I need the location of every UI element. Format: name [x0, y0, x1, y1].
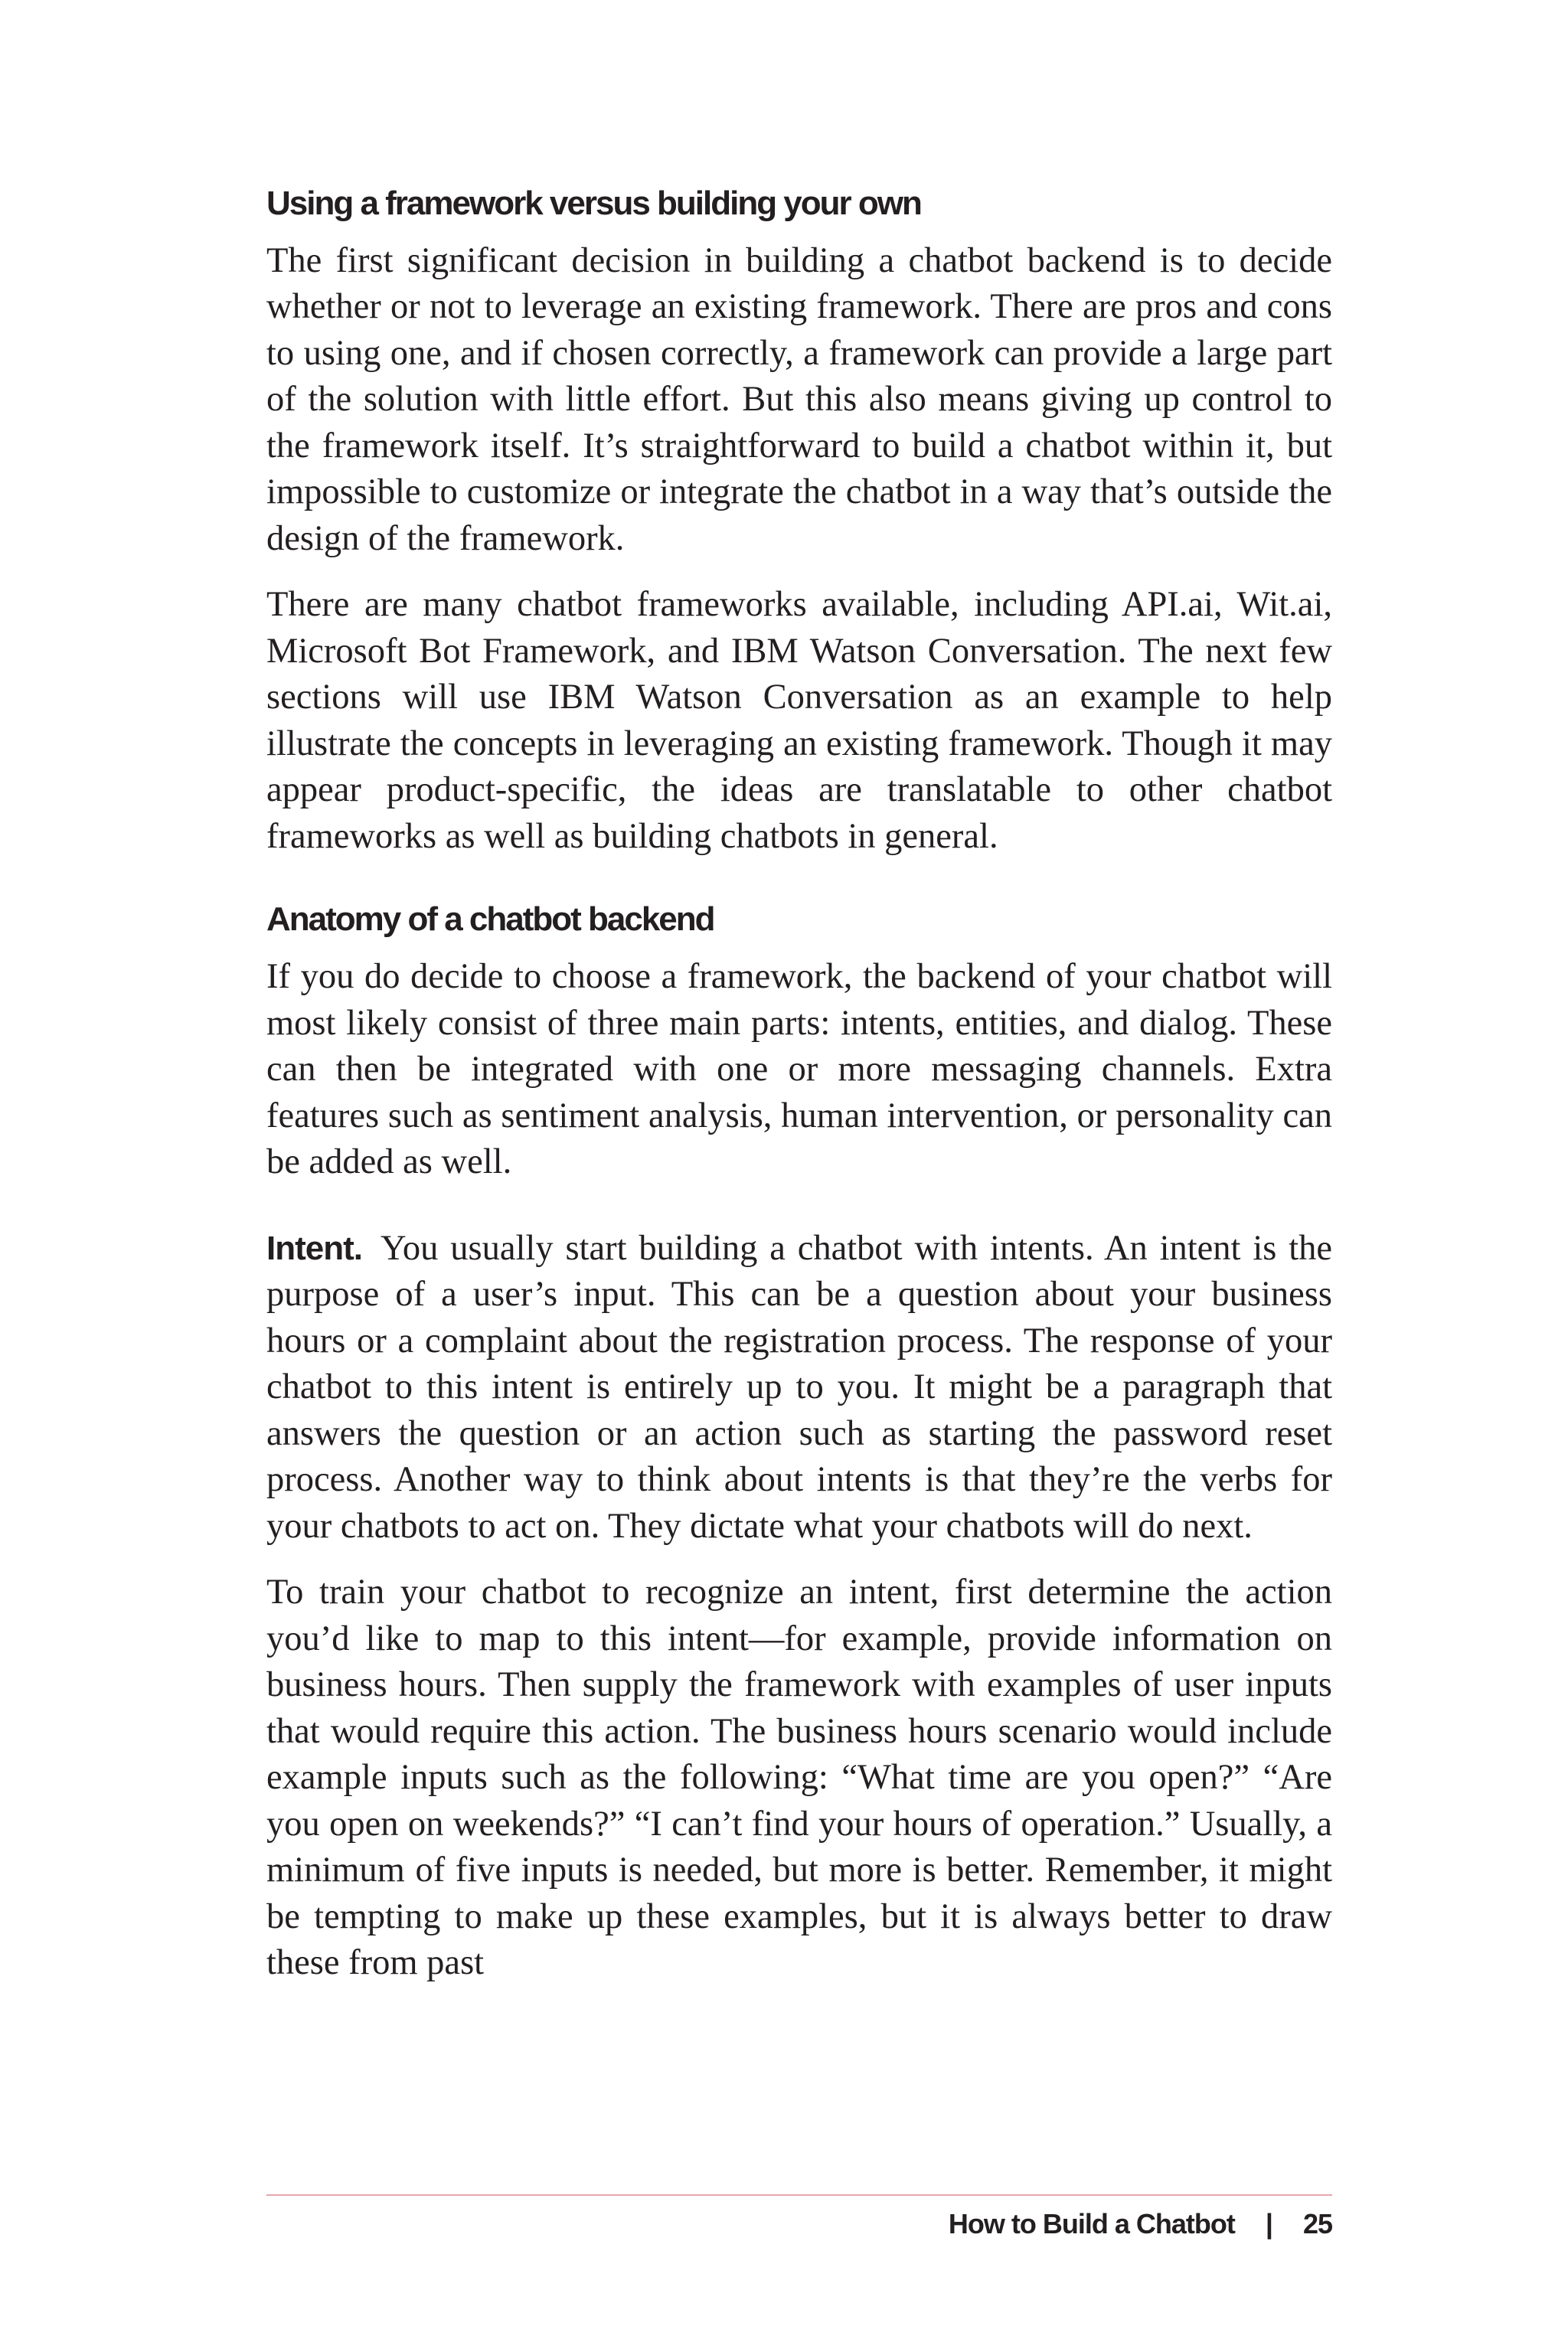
footer-separator: | [1265, 2208, 1272, 2239]
page-content [266, 184, 1332, 2007]
footer-book-title: How to Build a Chatbot [948, 2208, 1235, 2239]
paragraph-intent [266, 1226, 1332, 1550]
section-heading-anatomy: Anatomy of a chatbot backend [266, 900, 714, 939]
paragraph-framework-list: There are many chatbot frameworks available, including API.ai, Wit.ai, Microsoft Bot Framework, and IBM Watson Conversation. The next few sections will use IBM Watson Conversation as an example to help illustrate the concepts in leveraging an existing framework. Though it may appear product-specific, the ideas are translatable to other chatbot frameworks as well as building chatbots in general. [266, 585, 1332, 856]
intent-text: You usually start building a chatbot with intents. An intent is the purpose of a user’s input. This can be a question about your business hours or a complaint about the registration process. The response of your chatbot to this intent is entirely up to you. It might be a paragraph that answers the question or an action such as starting the password reset process. Another way to think about intents is that they’re the verbs for your chatbots to act on. They dictate what your chatbots will do next. [266, 1228, 1332, 1546]
paragraph-framework-decision: The first significant decision in building a chatbot backend is to decide whether or not to leverage an existing framework. There are pros and cons to using one, and if chosen correctly, a framework can provide a large part of the solution with little effort. But this also means giving up control to the framework itself. It’s straightforward to build a chatbot within it, but impossible to customize or integrate the chatbot in a way that’s outside the design of the framework. [266, 240, 1332, 558]
page-number: 25 [1302, 2208, 1332, 2239]
page-footer [949, 2208, 1332, 2240]
footer-divider [266, 2194, 1332, 2196]
section-heading-framework: Using a framework versus building your own [266, 185, 921, 222]
paragraph-intent-training: To train your chatbot to recognize an intent, first determine the action you’d like to map to this intent—for example, provide information on business hours. Then supply the framework with examples of user inputs that would require this action. The business hours scenario would include example inputs such as the following: “What time are you open?” “Are you open on weekends?” “I can’t find your hours of operation.” Usually, a minimum of five inputs is needed, but more is better. Remember, it might be tempting to make up these examples, but it is always better to draw these from past [266, 1573, 1332, 1983]
paragraph-anatomy: If you do decide to choose a framework, the backend of your chatbot will most likely consist of three main parts: intents, entities, and dialog. These can then be integrated with one or more messaging channels. Extra features such as sentiment analysis, human intervention, or personality can be added as well. [266, 957, 1332, 1182]
intent-runin-heading: Intent. [266, 1229, 362, 1267]
